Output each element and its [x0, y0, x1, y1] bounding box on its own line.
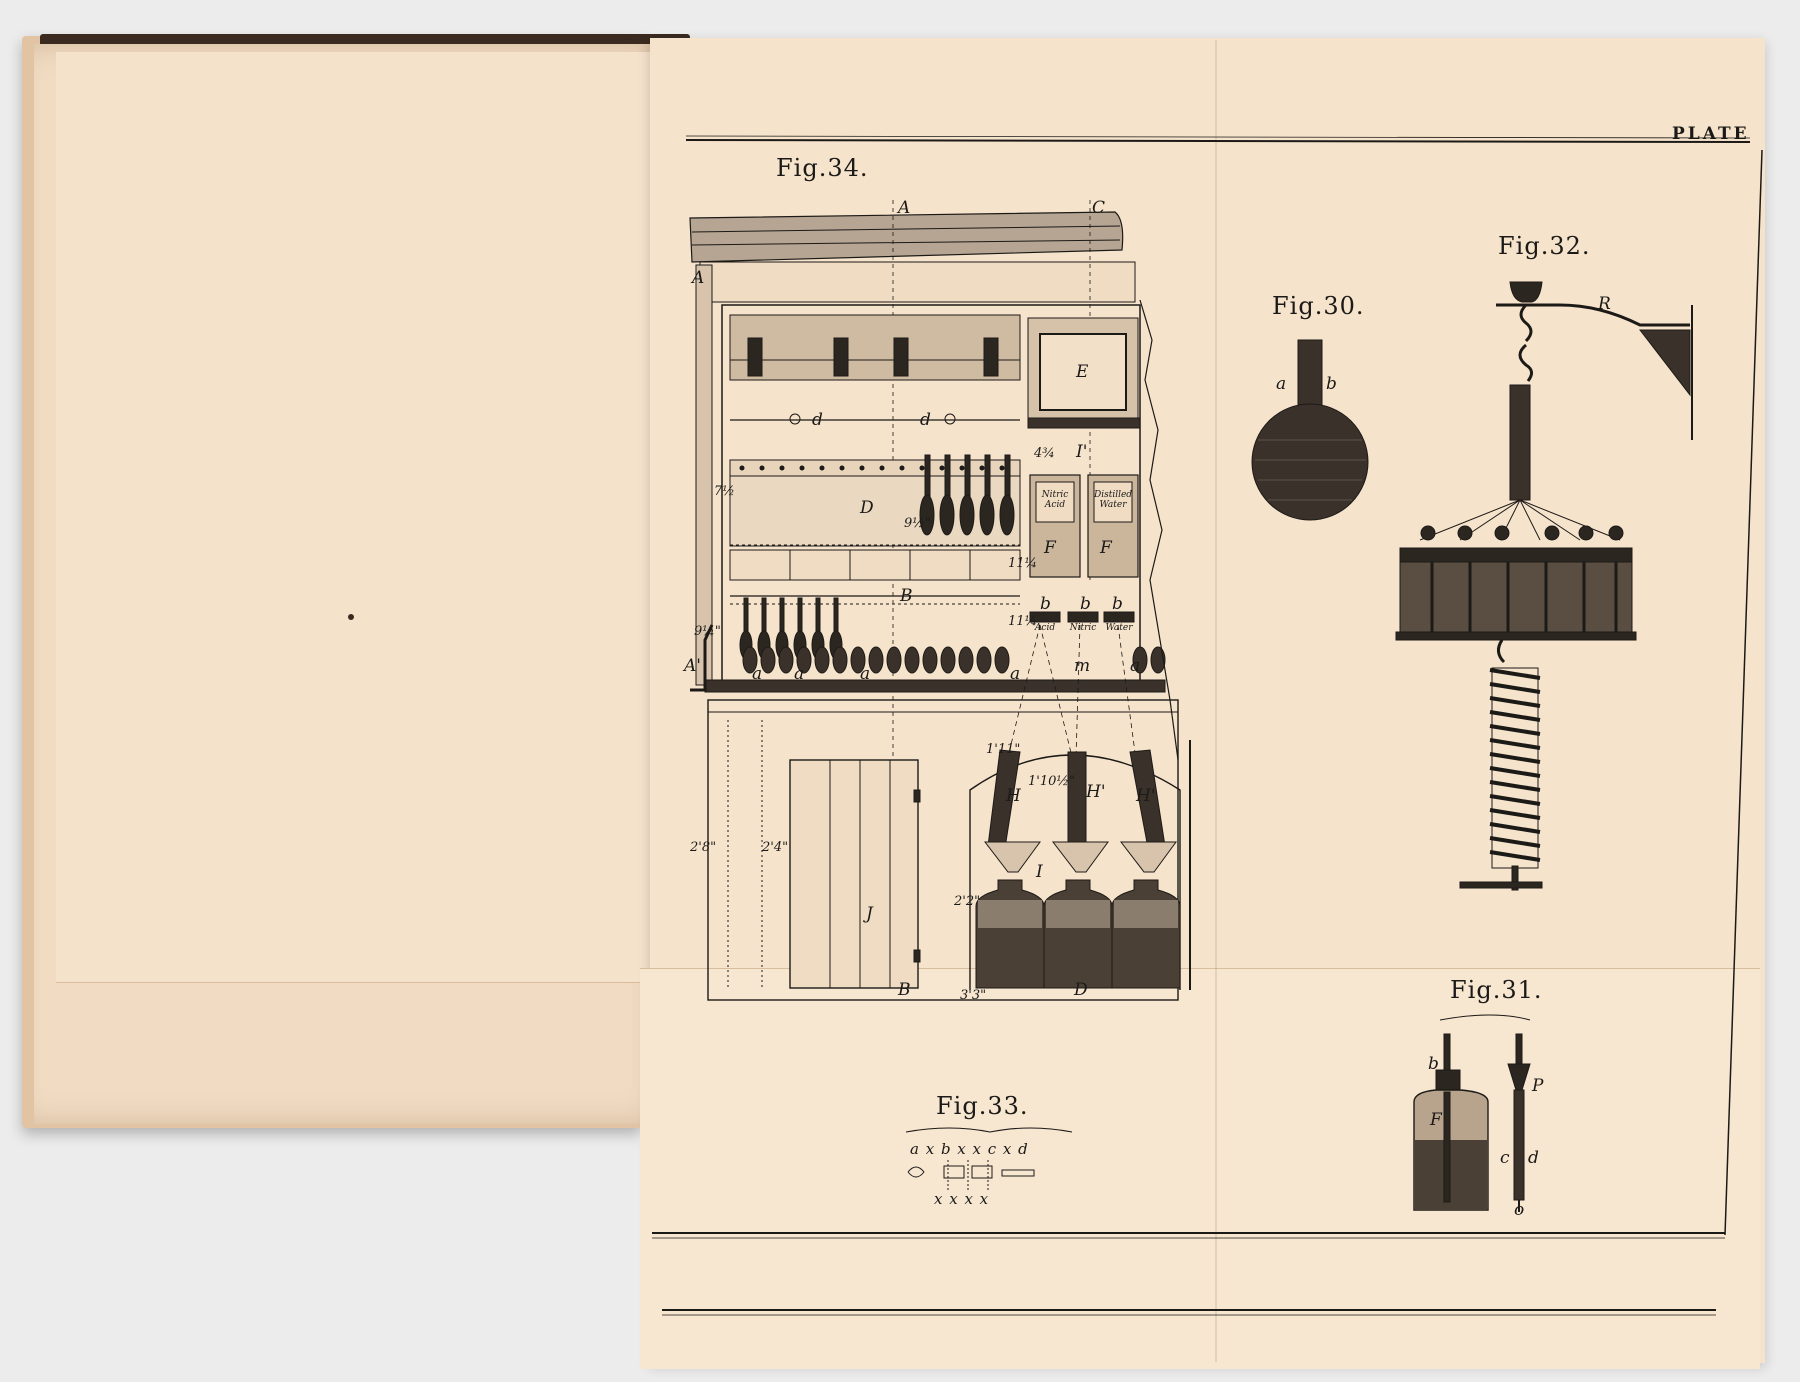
fig34-letter-A-prime: A'	[684, 656, 701, 676]
fig34-letter-a5: a	[1130, 656, 1141, 676]
bulb-row	[743, 647, 1165, 673]
fig34-letter-I-prime: I'	[1076, 442, 1088, 462]
fig30-letter-a: a	[1276, 374, 1287, 394]
fig34-letter-A: A	[898, 198, 911, 218]
fig31-letter-c: c	[1500, 1148, 1510, 1168]
fig34-letter-B-shelf: B	[900, 586, 913, 606]
fig34-letter-b1: b	[1040, 594, 1051, 614]
fig34-letter-a1: a	[752, 664, 763, 684]
fig34-dim-1-10-half: 1'10½"	[1028, 774, 1075, 789]
fig31-letter-b: b	[1428, 1054, 1439, 1074]
fig34-dim-1-11: 1'11"	[986, 742, 1021, 757]
plate-border-lines	[652, 136, 1762, 1315]
fig34-dim-2-8: 2'8"	[690, 840, 717, 855]
jar-label-nitric-acid: Nitric Acid	[1041, 490, 1069, 510]
fig34-letter-C: C	[1092, 198, 1106, 218]
fig30-title: Fig.30.	[1272, 292, 1365, 320]
fig33-top-row: a x b x x c x d	[910, 1140, 1029, 1158]
fig32-spring	[1490, 670, 1540, 860]
fig34-letter-F2: F	[1100, 538, 1112, 558]
fig31-letter-P: P	[1532, 1076, 1544, 1096]
fig34-letter-E: E	[1076, 362, 1089, 382]
fig34-dim-9-quarter: 9¼"	[694, 624, 721, 639]
fig34-letter-b3: b	[1112, 594, 1123, 614]
fig34-dim-11-q2: 11¼	[1008, 614, 1038, 629]
fig34-letter-D: D	[860, 498, 874, 518]
fig34-title: Fig.34.	[776, 154, 869, 182]
fig34-dim-11-q1: 11¼	[1008, 556, 1038, 571]
fig30-flask	[1252, 340, 1368, 520]
jar-label-distilled-water: Distilled Water	[1094, 490, 1133, 510]
fig32-title: Fig.32.	[1498, 232, 1591, 260]
fig34-letter-F1: F	[1044, 538, 1056, 558]
fig34-dim-7-half: 7½	[714, 484, 735, 499]
fig34-letter-A-post: A	[692, 268, 705, 288]
fig34-dim-2-2: 2'2"	[954, 894, 981, 909]
fig34-letter-d1: d	[812, 410, 823, 430]
fig34-letter-b2: b	[1080, 594, 1091, 614]
fig34-letter-H: H	[1006, 786, 1021, 806]
fig34-letter-D-bottom: D	[1074, 980, 1088, 1000]
fig34-letter-I: I	[1036, 862, 1043, 882]
fig34-dim-4-3q: 4¾	[1034, 446, 1055, 461]
fig33-bottom-row: x x x x	[934, 1190, 990, 1208]
fig34-dim-3-3: 3'3"	[960, 988, 987, 1003]
fig34-letter-B-bottom: B	[898, 980, 911, 1000]
fig33-diagram	[906, 1128, 1072, 1190]
fig31-title: Fig.31.	[1450, 976, 1543, 1004]
plate-heading: PLATE	[1672, 124, 1750, 144]
fig34-letter-d2: d	[920, 410, 931, 430]
fig34-letter-m: m	[1074, 656, 1091, 676]
fig34-letter-J: J	[866, 904, 873, 924]
fig32-rack	[1396, 282, 1692, 890]
tray-label-nitric: Nitric	[1069, 623, 1097, 633]
fig33-title: Fig.33.	[936, 1092, 1029, 1120]
tray-label-acid: Acid	[1034, 623, 1056, 633]
fig31-letter-d: d	[1528, 1148, 1539, 1168]
tray-label-water: Water	[1105, 623, 1133, 633]
fig31-letter-o: o	[1514, 1200, 1525, 1220]
fig34-letter-H-prime2: H'	[1136, 786, 1156, 806]
fig34-letter-a2: a	[794, 664, 805, 684]
fig30-letter-b: b	[1326, 374, 1337, 394]
fig34-letter-a3: a	[860, 664, 871, 684]
fig34-dim-9-half: 9½"	[904, 516, 931, 531]
fig31-letter-F: F	[1430, 1110, 1442, 1130]
fig34-letter-H-prime1: H'	[1086, 782, 1106, 802]
fig34-letter-a4: a	[1010, 664, 1021, 684]
fig34-dim-2-4: 2'4"	[762, 840, 789, 855]
fig32-letter-R: R	[1598, 294, 1611, 314]
